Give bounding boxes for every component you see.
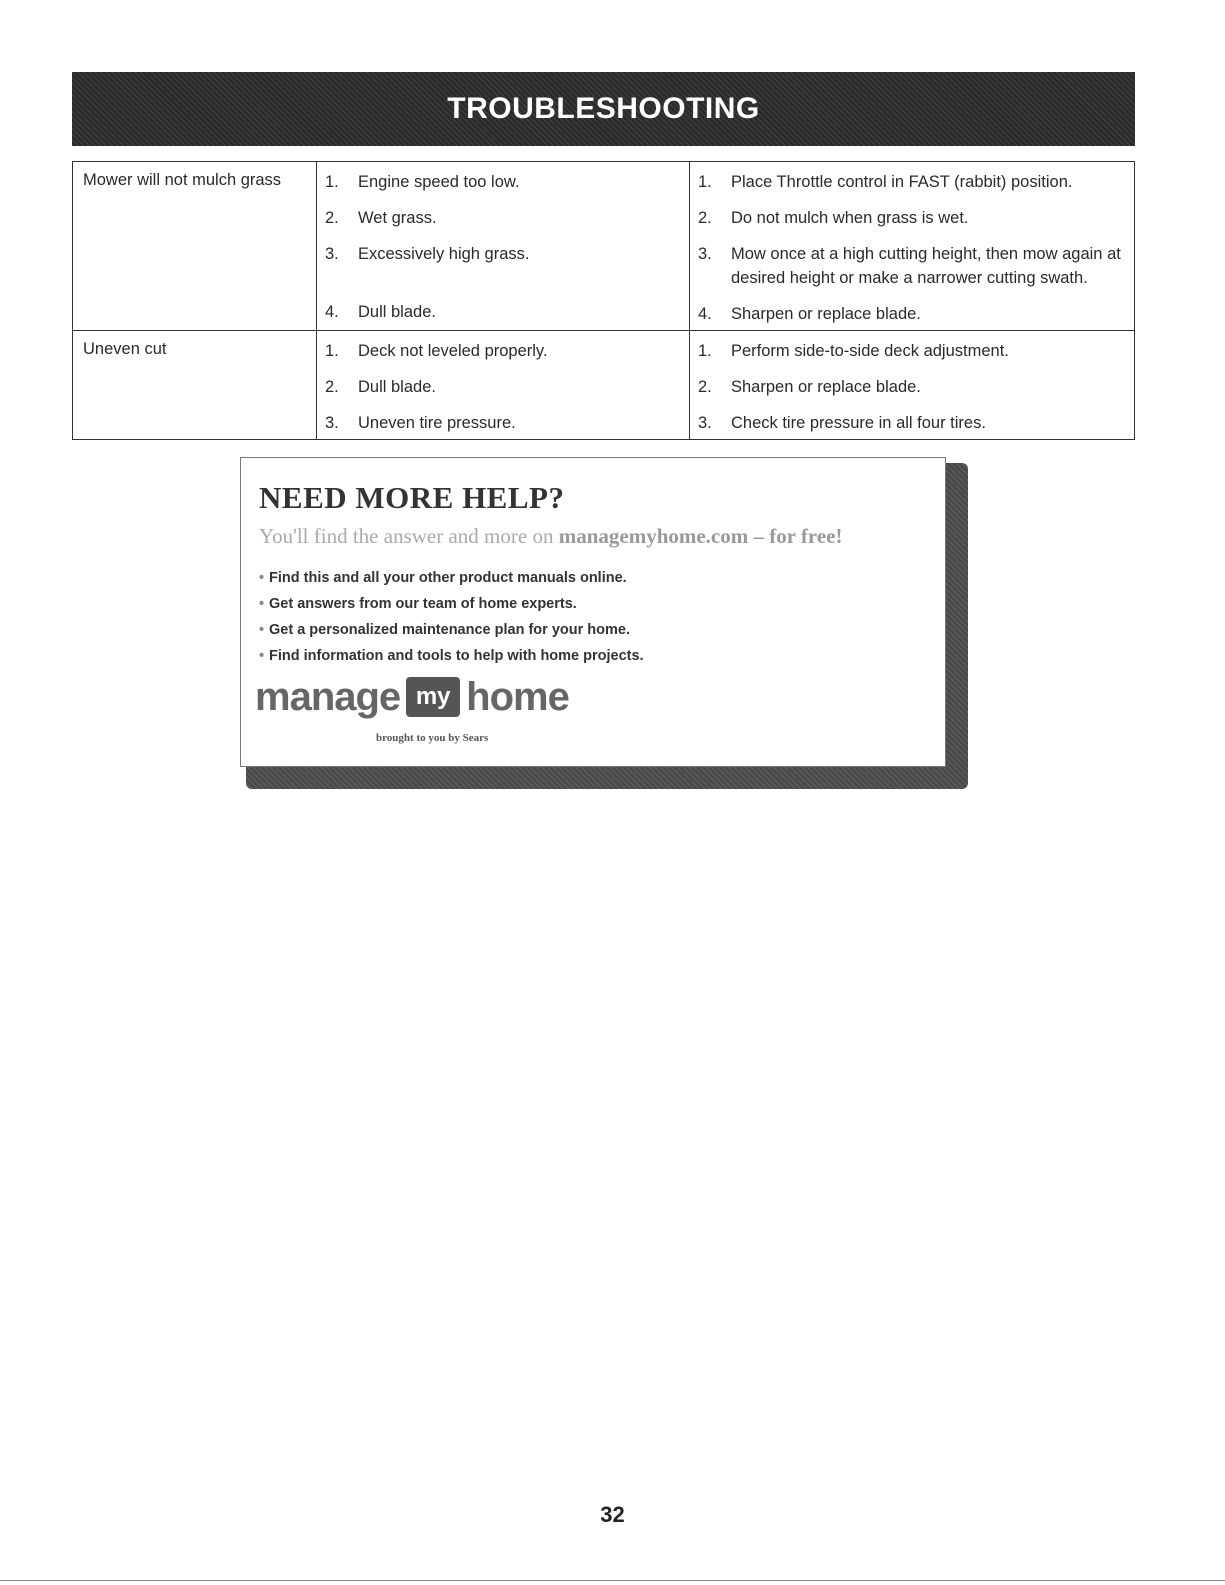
bullet-text: Get answers from our team of home experts.: [269, 596, 577, 612]
remedy-item: [690, 331, 1134, 367]
logo-badge: my: [406, 677, 460, 717]
remedy-item: [690, 403, 1134, 439]
remedy-number: 2.: [698, 378, 712, 396]
logo-word-manage: manage: [255, 674, 401, 719]
logo-tagline: brought to you by Sears: [376, 732, 489, 744]
page-number: 32: [600, 1502, 625, 1527]
bullet-text: Get a personalized maintenance plan for your home.: [269, 622, 630, 638]
remedy-cell: [690, 331, 1135, 440]
remedy-cell: [690, 162, 1135, 331]
table-row: [73, 331, 1135, 440]
remedy-text: Perform side-to-side deck adjustment.: [731, 342, 1009, 360]
remedy-text: Sharpen or replace blade.: [731, 305, 921, 323]
cause-text: Dull blade.: [358, 303, 436, 321]
remedy-item: [690, 162, 1134, 198]
list-item: [259, 565, 644, 591]
remedy-number: 3.: [698, 414, 712, 432]
bottom-divider: [0, 1580, 1225, 1581]
problem-text: Mower will not mulch grass: [83, 171, 282, 189]
bullet-icon: •: [259, 648, 265, 664]
remedy-text: Mow once at a high cutting height, then mow again at desired height or make a narrower cutting swath.: [731, 245, 1121, 287]
help-title: NEED MORE HELP?: [259, 480, 565, 515]
cause-number: 3.: [325, 245, 339, 263]
problem-cell: [73, 162, 317, 331]
remedy-number: 1.: [698, 342, 712, 360]
cause-item: [317, 198, 689, 234]
cause-item: [317, 331, 689, 367]
bullet-icon: •: [259, 622, 265, 638]
cause-item: [317, 162, 689, 198]
bullet-icon: •: [259, 596, 265, 612]
bullet-text: Find this and all your other product manuals online.: [269, 570, 627, 586]
cause-number: 1.: [325, 342, 339, 360]
help-site-link[interactable]: managemyhome.com – for free!: [558, 524, 843, 548]
section-banner: [72, 72, 1135, 146]
list-item: [259, 617, 644, 643]
remedy-text: Sharpen or replace blade.: [731, 378, 921, 396]
remedy-number: 1.: [698, 173, 712, 191]
remedy-item: [690, 234, 1134, 294]
help-box-panel: [240, 457, 946, 767]
remedy-item: [690, 198, 1134, 234]
remedy-item: [690, 367, 1134, 403]
remedy-number: 4.: [698, 305, 712, 323]
cause-number: 4.: [325, 303, 339, 321]
cause-cell: [317, 331, 690, 440]
cause-item: [317, 292, 689, 328]
bullet-text: Find information and tools to help with home projects.: [269, 648, 644, 664]
cause-item: [317, 403, 689, 439]
cause-item: [317, 234, 689, 270]
help-bullet-list: [259, 565, 644, 669]
cause-text: Uneven tire pressure.: [358, 414, 516, 432]
remedy-text: Do not mulch when grass is wet.: [731, 209, 969, 227]
cause-text: Dull blade.: [358, 378, 436, 396]
cause-number: 1.: [325, 173, 339, 191]
help-promo-box: [240, 457, 968, 789]
bullet-icon: •: [259, 570, 265, 586]
table-row: [73, 162, 1135, 331]
troubleshooting-table: [72, 161, 1135, 440]
section-title: TROUBLESHOOTING: [447, 92, 760, 125]
cause-cell: [317, 162, 690, 331]
list-item: [259, 643, 644, 669]
cause-text: Engine speed too low.: [358, 173, 520, 191]
cause-text: Deck not leveled properly.: [358, 342, 548, 360]
cause-text: Excessively high grass.: [358, 245, 530, 263]
remedy-text: Place Throttle control in FAST (rabbit) position.: [731, 173, 1073, 191]
remedy-text: Check tire pressure in all four tires.: [731, 414, 986, 432]
cause-item: [317, 367, 689, 403]
problem-cell: [73, 331, 317, 440]
cause-number: 2.: [325, 378, 339, 396]
remedy-number: 2.: [698, 209, 712, 227]
list-item: [259, 591, 644, 617]
help-subtitle-text: You'll find the answer and more on: [259, 524, 559, 548]
managemyhome-logo: [255, 672, 569, 722]
cause-text: Wet grass.: [358, 209, 437, 227]
cause-number: 2.: [325, 209, 339, 227]
logo-word-home: home: [466, 674, 569, 719]
problem-text: Uneven cut: [83, 340, 167, 358]
help-subtitle: [259, 524, 843, 549]
cause-number: 3.: [325, 414, 339, 432]
remedy-item: [690, 294, 1134, 330]
remedy-number: 3.: [698, 245, 712, 263]
